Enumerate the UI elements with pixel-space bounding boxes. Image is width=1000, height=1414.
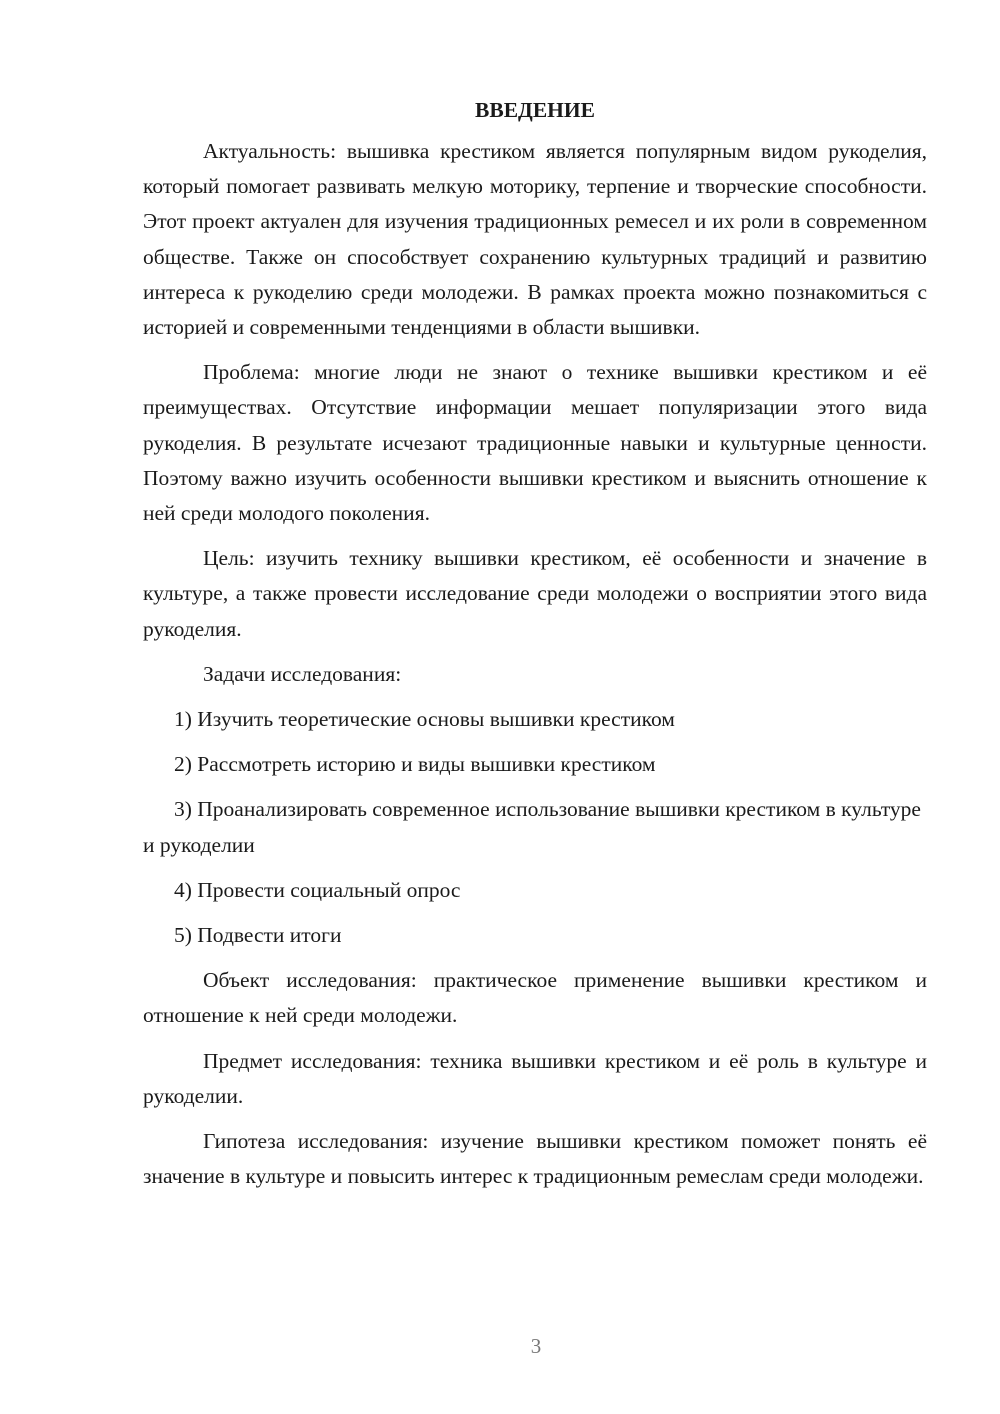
hypothesis-paragraph: Гипотеза исследования: изучение вышивки крестиком поможет понять её значение в культуре и повысить интерес к традиционным ремеслам среди молодежи.	[143, 1129, 927, 1189]
task-item-4: 4) Провести социальный опрос	[174, 877, 461, 902]
page-number: 3	[530, 1334, 542, 1358]
section-heading: ВВЕДЕНИЕ	[475, 98, 595, 122]
object-paragraph: Объект исследования: практическое применение вышивки крестиком и отношение к ней среди молодежи.	[143, 968, 927, 1028]
goal-paragraph: Цель: изучить технику вышивки крестиком, её особенности и значение в культуре, а также провести исследование среди молодежи о восприятии этого вида рукоделия.	[143, 546, 927, 641]
task-item-2: 2) Рассмотреть историю и виды вышивки крестиком	[174, 752, 656, 777]
subject-paragraph: Предмет исследования: техника вышивки крестиком и её роль в культуре и рукоделии.	[143, 1048, 927, 1108]
document-page	[143, 96, 927, 1204]
tasks-title: Задачи исследования:	[203, 661, 402, 686]
task-item-3: 3) Проанализировать современное использование вышивки крестиком в культуре и рукоделии	[143, 797, 921, 857]
task-item-5: 5) Подвести итоги	[174, 923, 342, 948]
problem-paragraph: Проблема: многие люди не знают о технике вышивки крестиком и её преимуществах. Отсутствие информации мешает популяризации этого вида рукоделия. В результате исчезают традиционные навыки и культурные ценности. Поэтому важно изучить особенности вышивки крестиком и выяснить отношение к ней среди молодого поколения.	[143, 360, 927, 526]
relevance-paragraph: Актуальность: вышивка крестиком является популярным видом рукоделия, который помогает развивать мелкую моторику, терпение и творческие способности. Этот проект актуален для изучения традиционных ремесел и их роли в современном обществе. Также он способствует сохранению культурных традиций и развитию интереса к рукоделию среди молодежи. В рамках проекта можно познакомиться с историей и современными тенденциями в области вышивки.	[143, 139, 927, 340]
task-item-1: 1) Изучить теоретические основы вышивки крестиком	[174, 707, 675, 732]
